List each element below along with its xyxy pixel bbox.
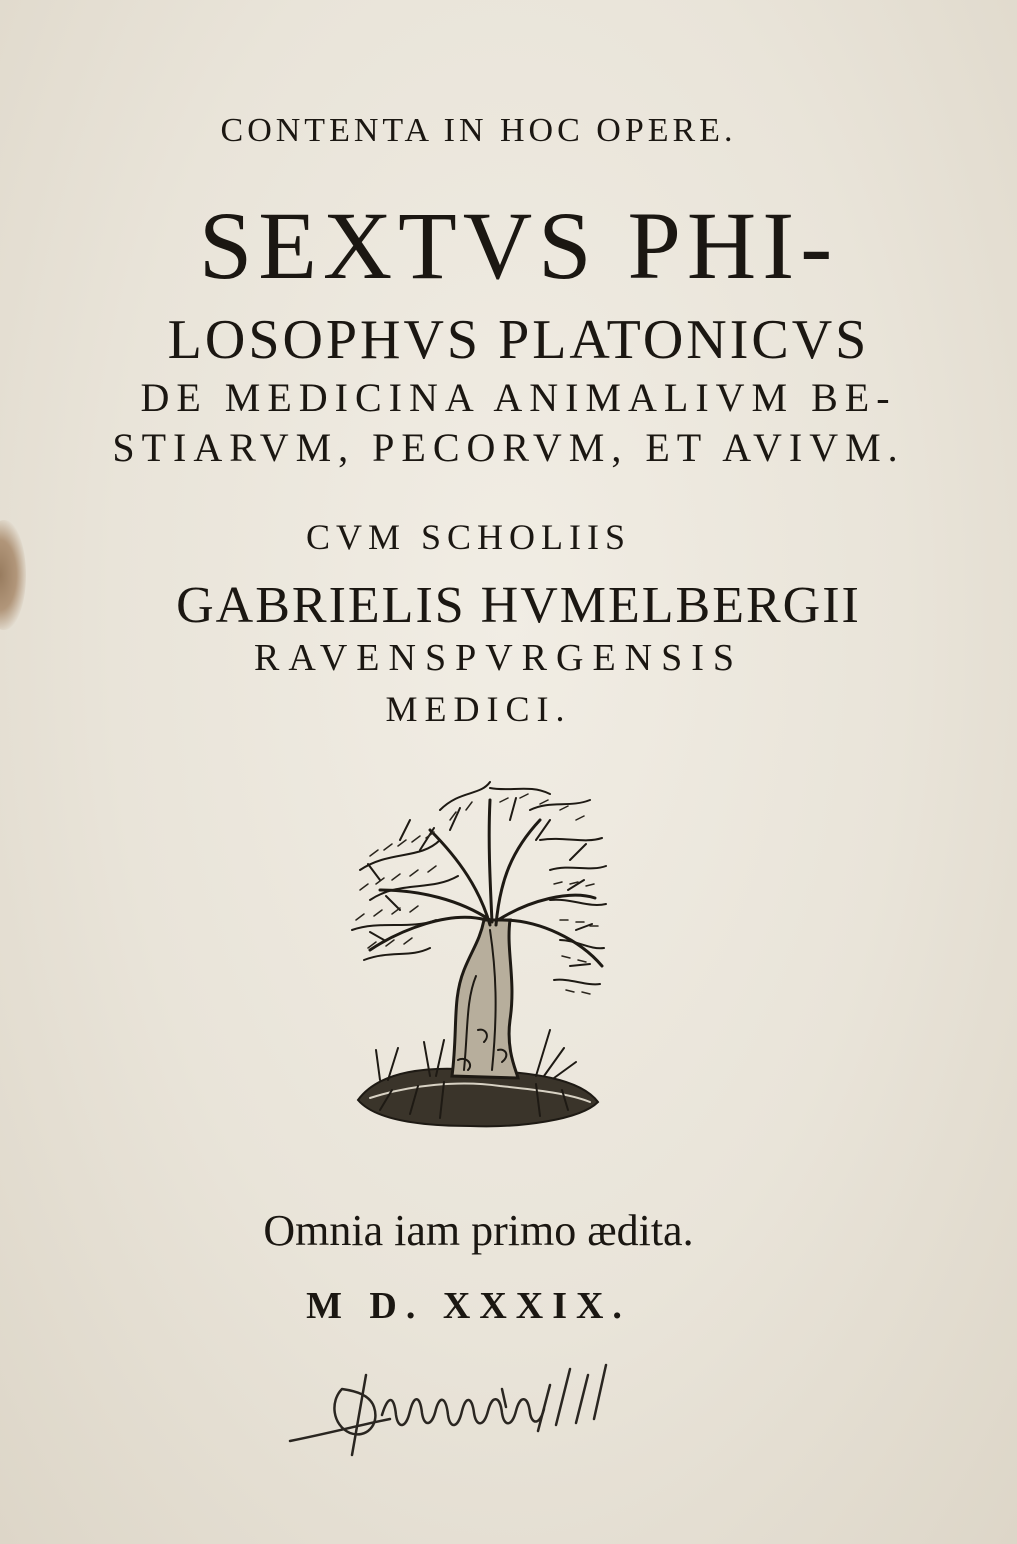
handwritten-signature-image — [270, 1355, 640, 1465]
heading-contenta: CONTENTA IN HOC OPERE. — [220, 112, 737, 149]
tree-woodcut-image — [340, 780, 610, 1140]
author-origin: RAVENSPVRGENSIS — [253, 637, 744, 679]
title-line-3: DE MEDICINA ANIMALIVM BE- — [140, 375, 897, 420]
title-line-2: LOSOPHVS PLATONICVS — [167, 309, 870, 371]
author-name: GABRIELIS HVMELBERGII — [176, 577, 861, 634]
publication-date: M D. XXXIX. — [306, 1285, 631, 1327]
title-line-4: STIARVM, PECORVM, ET AVIVM. — [112, 425, 905, 470]
scholia-line: CVM SCHOLIIS — [305, 517, 632, 557]
publication-note: Omnia iam primo ædita. — [263, 1206, 694, 1255]
title-line-1: SEXTVS PHI- — [198, 192, 839, 299]
author-profession: MEDICI. — [385, 689, 572, 729]
